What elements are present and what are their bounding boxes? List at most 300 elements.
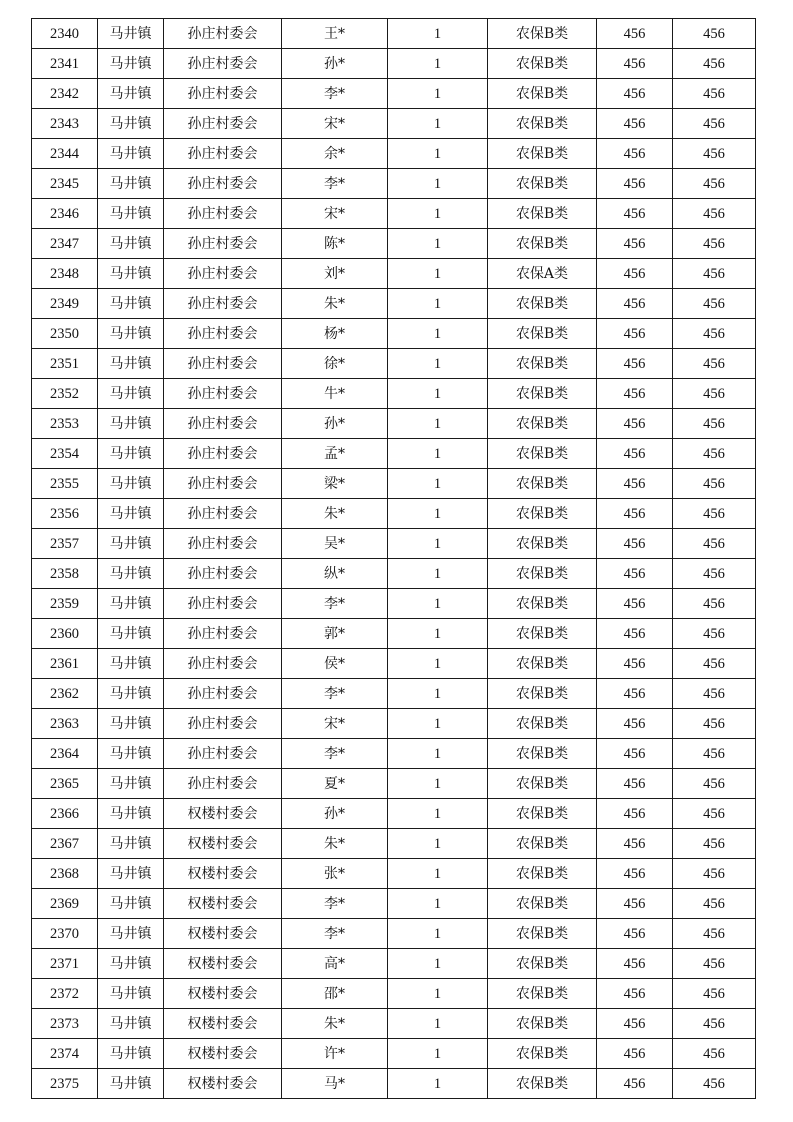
document-page	[31, 18, 755, 1099]
cell-amount-1: 456	[597, 529, 673, 559]
cell-category: 农保B类	[488, 739, 597, 769]
cell-amount-2: 456	[673, 349, 756, 379]
cell-town: 马井镇	[98, 469, 164, 499]
cell-number: 2358	[32, 559, 98, 589]
cell-amount-2: 456	[673, 259, 756, 289]
cell-name: 高*	[282, 949, 388, 979]
cell-town: 马井镇	[98, 709, 164, 739]
cell-committee: 孙庄村委会	[164, 679, 282, 709]
cell-number: 2362	[32, 679, 98, 709]
cell-category: 农保B类	[488, 139, 597, 169]
cell-town: 马井镇	[98, 829, 164, 859]
cell-amount-1: 456	[597, 649, 673, 679]
cell-amount-1: 456	[597, 499, 673, 529]
cell-category: 农保B类	[488, 979, 597, 1009]
cell-name: 李*	[282, 79, 388, 109]
cell-category: 农保B类	[488, 919, 597, 949]
cell-category: 农保B类	[488, 169, 597, 199]
table-row	[32, 649, 756, 679]
cell-town: 马井镇	[98, 1009, 164, 1039]
cell-committee: 孙庄村委会	[164, 379, 282, 409]
cell-town: 马井镇	[98, 439, 164, 469]
cell-amount-2: 456	[673, 469, 756, 499]
cell-town: 马井镇	[98, 889, 164, 919]
cell-count: 1	[388, 409, 488, 439]
cell-town: 马井镇	[98, 1039, 164, 1069]
cell-town: 马井镇	[98, 799, 164, 829]
cell-amount-2: 456	[673, 919, 756, 949]
cell-count: 1	[388, 829, 488, 859]
cell-amount-2: 456	[673, 199, 756, 229]
cell-committee: 权楼村委会	[164, 919, 282, 949]
cell-category: 农保B类	[488, 499, 597, 529]
cell-category: 农保B类	[488, 1069, 597, 1099]
cell-committee: 孙庄村委会	[164, 769, 282, 799]
cell-count: 1	[388, 709, 488, 739]
cell-category: 农保B类	[488, 649, 597, 679]
cell-committee: 孙庄村委会	[164, 109, 282, 139]
cell-amount-2: 456	[673, 889, 756, 919]
table-row	[32, 859, 756, 889]
cell-category: 农保B类	[488, 679, 597, 709]
table-row	[32, 19, 756, 49]
cell-amount-2: 456	[673, 709, 756, 739]
cell-amount-2: 456	[673, 859, 756, 889]
cell-name: 孙*	[282, 409, 388, 439]
cell-amount-1: 456	[597, 79, 673, 109]
cell-count: 1	[388, 559, 488, 589]
cell-amount-2: 456	[673, 1039, 756, 1069]
cell-committee: 权楼村委会	[164, 889, 282, 919]
table-row	[32, 949, 756, 979]
cell-town: 马井镇	[98, 79, 164, 109]
cell-amount-1: 456	[597, 19, 673, 49]
table-row	[32, 229, 756, 259]
cell-town: 马井镇	[98, 409, 164, 439]
cell-amount-1: 456	[597, 439, 673, 469]
cell-count: 1	[388, 79, 488, 109]
cell-committee: 孙庄村委会	[164, 79, 282, 109]
cell-amount-2: 456	[673, 409, 756, 439]
cell-amount-2: 456	[673, 619, 756, 649]
table-row	[32, 529, 756, 559]
cell-name: 梁*	[282, 469, 388, 499]
cell-amount-2: 456	[673, 1009, 756, 1039]
cell-number: 2343	[32, 109, 98, 139]
cell-count: 1	[388, 379, 488, 409]
cell-committee: 孙庄村委会	[164, 439, 282, 469]
table-row	[32, 259, 756, 289]
cell-category: 农保B类	[488, 289, 597, 319]
cell-number: 2355	[32, 469, 98, 499]
cell-count: 1	[388, 1069, 488, 1099]
cell-name: 宋*	[282, 199, 388, 229]
cell-category: 农保B类	[488, 79, 597, 109]
cell-name: 李*	[282, 919, 388, 949]
cell-town: 马井镇	[98, 1069, 164, 1099]
table-row	[32, 769, 756, 799]
cell-amount-1: 456	[597, 469, 673, 499]
cell-name: 李*	[282, 739, 388, 769]
cell-count: 1	[388, 1039, 488, 1069]
cell-amount-1: 456	[597, 889, 673, 919]
cell-count: 1	[388, 469, 488, 499]
cell-town: 马井镇	[98, 739, 164, 769]
cell-number: 2349	[32, 289, 98, 319]
table-row	[32, 1069, 756, 1099]
cell-amount-2: 456	[673, 979, 756, 1009]
cell-count: 1	[388, 349, 488, 379]
cell-number: 2342	[32, 79, 98, 109]
cell-committee: 权楼村委会	[164, 1039, 282, 1069]
cell-town: 马井镇	[98, 589, 164, 619]
cell-category: 农保A类	[488, 259, 597, 289]
cell-town: 马井镇	[98, 619, 164, 649]
cell-committee: 孙庄村委会	[164, 49, 282, 79]
table-row	[32, 469, 756, 499]
cell-amount-1: 456	[597, 199, 673, 229]
cell-amount-2: 456	[673, 769, 756, 799]
table-row	[32, 169, 756, 199]
table-row	[32, 349, 756, 379]
cell-town: 马井镇	[98, 229, 164, 259]
cell-name: 刘*	[282, 259, 388, 289]
cell-name: 张*	[282, 859, 388, 889]
table-row	[32, 409, 756, 439]
cell-category: 农保B类	[488, 349, 597, 379]
table-row	[32, 559, 756, 589]
cell-name: 朱*	[282, 289, 388, 319]
cell-count: 1	[388, 949, 488, 979]
cell-town: 马井镇	[98, 289, 164, 319]
cell-number: 2351	[32, 349, 98, 379]
cell-town: 马井镇	[98, 499, 164, 529]
cell-committee: 权楼村委会	[164, 949, 282, 979]
cell-amount-1: 456	[597, 319, 673, 349]
cell-category: 农保B类	[488, 439, 597, 469]
cell-amount-1: 456	[597, 1039, 673, 1069]
cell-count: 1	[388, 289, 488, 319]
table-row	[32, 589, 756, 619]
cell-name: 朱*	[282, 1009, 388, 1039]
cell-committee: 孙庄村委会	[164, 469, 282, 499]
cell-committee: 权楼村委会	[164, 799, 282, 829]
cell-amount-1: 456	[597, 349, 673, 379]
cell-number: 2340	[32, 19, 98, 49]
cell-count: 1	[388, 139, 488, 169]
cell-town: 马井镇	[98, 169, 164, 199]
cell-name: 侯*	[282, 649, 388, 679]
cell-amount-1: 456	[597, 379, 673, 409]
cell-number: 2370	[32, 919, 98, 949]
cell-committee: 权楼村委会	[164, 1069, 282, 1099]
cell-category: 农保B类	[488, 589, 597, 619]
cell-town: 马井镇	[98, 349, 164, 379]
table-row	[32, 1039, 756, 1069]
table-row	[32, 79, 756, 109]
cell-count: 1	[388, 889, 488, 919]
cell-amount-2: 456	[673, 439, 756, 469]
table-row	[32, 979, 756, 1009]
cell-name: 陈*	[282, 229, 388, 259]
cell-category: 农保B类	[488, 1009, 597, 1039]
cell-amount-1: 456	[597, 859, 673, 889]
cell-name: 孟*	[282, 439, 388, 469]
cell-category: 农保B类	[488, 19, 597, 49]
cell-town: 马井镇	[98, 949, 164, 979]
cell-committee: 孙庄村委会	[164, 349, 282, 379]
cell-committee: 权楼村委会	[164, 859, 282, 889]
cell-amount-2: 456	[673, 499, 756, 529]
cell-category: 农保B类	[488, 319, 597, 349]
cell-town: 马井镇	[98, 559, 164, 589]
cell-committee: 孙庄村委会	[164, 589, 282, 619]
cell-amount-1: 456	[597, 169, 673, 199]
cell-number: 2346	[32, 199, 98, 229]
cell-amount-1: 456	[597, 709, 673, 739]
cell-number: 2375	[32, 1069, 98, 1099]
cell-count: 1	[388, 259, 488, 289]
table-row	[32, 499, 756, 529]
cell-name: 孙*	[282, 799, 388, 829]
cell-count: 1	[388, 769, 488, 799]
cell-number: 2369	[32, 889, 98, 919]
cell-amount-2: 456	[673, 589, 756, 619]
cell-number: 2345	[32, 169, 98, 199]
cell-town: 马井镇	[98, 199, 164, 229]
cell-count: 1	[388, 979, 488, 1009]
cell-amount-2: 456	[673, 679, 756, 709]
cell-amount-1: 456	[597, 949, 673, 979]
cell-amount-1: 456	[597, 409, 673, 439]
cell-committee: 权楼村委会	[164, 829, 282, 859]
cell-committee: 孙庄村委会	[164, 199, 282, 229]
cell-count: 1	[388, 229, 488, 259]
cell-category: 农保B类	[488, 529, 597, 559]
cell-amount-2: 456	[673, 559, 756, 589]
cell-count: 1	[388, 859, 488, 889]
cell-count: 1	[388, 649, 488, 679]
cell-amount-1: 456	[597, 259, 673, 289]
table-row	[32, 679, 756, 709]
cell-town: 马井镇	[98, 529, 164, 559]
cell-amount-2: 456	[673, 139, 756, 169]
cell-count: 1	[388, 799, 488, 829]
cell-amount-2: 456	[673, 49, 756, 79]
cell-count: 1	[388, 499, 488, 529]
cell-committee: 孙庄村委会	[164, 529, 282, 559]
cell-amount-1: 456	[597, 589, 673, 619]
table-row	[32, 439, 756, 469]
cell-name: 郭*	[282, 619, 388, 649]
cell-amount-1: 456	[597, 289, 673, 319]
cell-number: 2359	[32, 589, 98, 619]
cell-town: 马井镇	[98, 109, 164, 139]
cell-name: 纵*	[282, 559, 388, 589]
cell-amount-2: 456	[673, 649, 756, 679]
cell-number: 2364	[32, 739, 98, 769]
cell-town: 马井镇	[98, 679, 164, 709]
cell-category: 农保B类	[488, 769, 597, 799]
beneficiary-table	[31, 18, 756, 1099]
cell-category: 农保B类	[488, 1039, 597, 1069]
cell-amount-2: 456	[673, 79, 756, 109]
cell-committee: 孙庄村委会	[164, 319, 282, 349]
cell-count: 1	[388, 199, 488, 229]
cell-count: 1	[388, 919, 488, 949]
table-row	[32, 709, 756, 739]
cell-town: 马井镇	[98, 139, 164, 169]
table-row	[32, 1009, 756, 1039]
cell-number: 2344	[32, 139, 98, 169]
cell-category: 农保B类	[488, 709, 597, 739]
cell-amount-1: 456	[597, 559, 673, 589]
cell-number: 2372	[32, 979, 98, 1009]
cell-amount-2: 456	[673, 529, 756, 559]
cell-category: 农保B类	[488, 949, 597, 979]
cell-amount-2: 456	[673, 319, 756, 349]
cell-amount-1: 456	[597, 49, 673, 79]
table-row	[32, 889, 756, 919]
cell-category: 农保B类	[488, 559, 597, 589]
cell-amount-1: 456	[597, 1009, 673, 1039]
cell-committee: 孙庄村委会	[164, 619, 282, 649]
cell-amount-2: 456	[673, 1069, 756, 1099]
cell-name: 宋*	[282, 109, 388, 139]
cell-count: 1	[388, 529, 488, 559]
cell-name: 马*	[282, 1069, 388, 1099]
cell-number: 2353	[32, 409, 98, 439]
cell-amount-2: 456	[673, 949, 756, 979]
cell-count: 1	[388, 439, 488, 469]
cell-name: 杨*	[282, 319, 388, 349]
cell-amount-1: 456	[597, 1069, 673, 1099]
cell-number: 2352	[32, 379, 98, 409]
table-row	[32, 49, 756, 79]
cell-committee: 孙庄村委会	[164, 739, 282, 769]
cell-count: 1	[388, 619, 488, 649]
cell-number: 2361	[32, 649, 98, 679]
cell-amount-2: 456	[673, 289, 756, 319]
cell-category: 农保B类	[488, 469, 597, 499]
cell-name: 许*	[282, 1039, 388, 1069]
cell-committee: 孙庄村委会	[164, 409, 282, 439]
cell-count: 1	[388, 19, 488, 49]
cell-number: 2373	[32, 1009, 98, 1039]
cell-amount-2: 456	[673, 799, 756, 829]
cell-town: 马井镇	[98, 319, 164, 349]
cell-amount-1: 456	[597, 829, 673, 859]
cell-town: 马井镇	[98, 49, 164, 79]
cell-committee: 孙庄村委会	[164, 559, 282, 589]
cell-amount-2: 456	[673, 19, 756, 49]
cell-category: 农保B类	[488, 49, 597, 79]
cell-name: 余*	[282, 139, 388, 169]
cell-town: 马井镇	[98, 19, 164, 49]
cell-committee: 孙庄村委会	[164, 499, 282, 529]
cell-town: 马井镇	[98, 859, 164, 889]
cell-count: 1	[388, 169, 488, 199]
cell-count: 1	[388, 1009, 488, 1039]
cell-town: 马井镇	[98, 979, 164, 1009]
table-row	[32, 289, 756, 319]
cell-number: 2348	[32, 259, 98, 289]
cell-category: 农保B类	[488, 109, 597, 139]
cell-number: 2363	[32, 709, 98, 739]
cell-number: 2366	[32, 799, 98, 829]
cell-amount-1: 456	[597, 679, 673, 709]
cell-name: 李*	[282, 889, 388, 919]
table-row	[32, 109, 756, 139]
cell-count: 1	[388, 109, 488, 139]
cell-category: 农保B类	[488, 859, 597, 889]
cell-amount-2: 456	[673, 229, 756, 259]
table-body	[32, 19, 756, 1099]
cell-committee: 孙庄村委会	[164, 229, 282, 259]
cell-count: 1	[388, 739, 488, 769]
cell-amount-2: 456	[673, 109, 756, 139]
cell-town: 马井镇	[98, 649, 164, 679]
table-row	[32, 379, 756, 409]
cell-committee: 孙庄村委会	[164, 709, 282, 739]
cell-amount-1: 456	[597, 769, 673, 799]
cell-number: 2368	[32, 859, 98, 889]
cell-count: 1	[388, 319, 488, 349]
cell-name: 王*	[282, 19, 388, 49]
cell-number: 2356	[32, 499, 98, 529]
cell-name: 孙*	[282, 49, 388, 79]
cell-committee: 权楼村委会	[164, 979, 282, 1009]
cell-amount-1: 456	[597, 979, 673, 1009]
cell-number: 2347	[32, 229, 98, 259]
cell-amount-1: 456	[597, 799, 673, 829]
cell-town: 马井镇	[98, 259, 164, 289]
cell-town: 马井镇	[98, 919, 164, 949]
cell-number: 2357	[32, 529, 98, 559]
cell-count: 1	[388, 49, 488, 79]
cell-category: 农保B类	[488, 379, 597, 409]
cell-number: 2354	[32, 439, 98, 469]
cell-number: 2367	[32, 829, 98, 859]
cell-number: 2365	[32, 769, 98, 799]
cell-amount-1: 456	[597, 619, 673, 649]
cell-amount-1: 456	[597, 139, 673, 169]
cell-name: 宋*	[282, 709, 388, 739]
cell-number: 2350	[32, 319, 98, 349]
cell-amount-2: 456	[673, 169, 756, 199]
cell-amount-1: 456	[597, 739, 673, 769]
cell-amount-1: 456	[597, 229, 673, 259]
cell-count: 1	[388, 589, 488, 619]
cell-committee: 孙庄村委会	[164, 289, 282, 319]
cell-committee: 孙庄村委会	[164, 139, 282, 169]
cell-category: 农保B类	[488, 829, 597, 859]
cell-category: 农保B类	[488, 799, 597, 829]
cell-committee: 孙庄村委会	[164, 649, 282, 679]
cell-count: 1	[388, 679, 488, 709]
table-row	[32, 619, 756, 649]
cell-name: 朱*	[282, 499, 388, 529]
cell-name: 徐*	[282, 349, 388, 379]
cell-name: 邵*	[282, 979, 388, 1009]
cell-amount-1: 456	[597, 919, 673, 949]
cell-number: 2341	[32, 49, 98, 79]
cell-category: 农保B类	[488, 199, 597, 229]
cell-number: 2374	[32, 1039, 98, 1069]
cell-committee: 孙庄村委会	[164, 259, 282, 289]
cell-name: 牛*	[282, 379, 388, 409]
table-row	[32, 739, 756, 769]
